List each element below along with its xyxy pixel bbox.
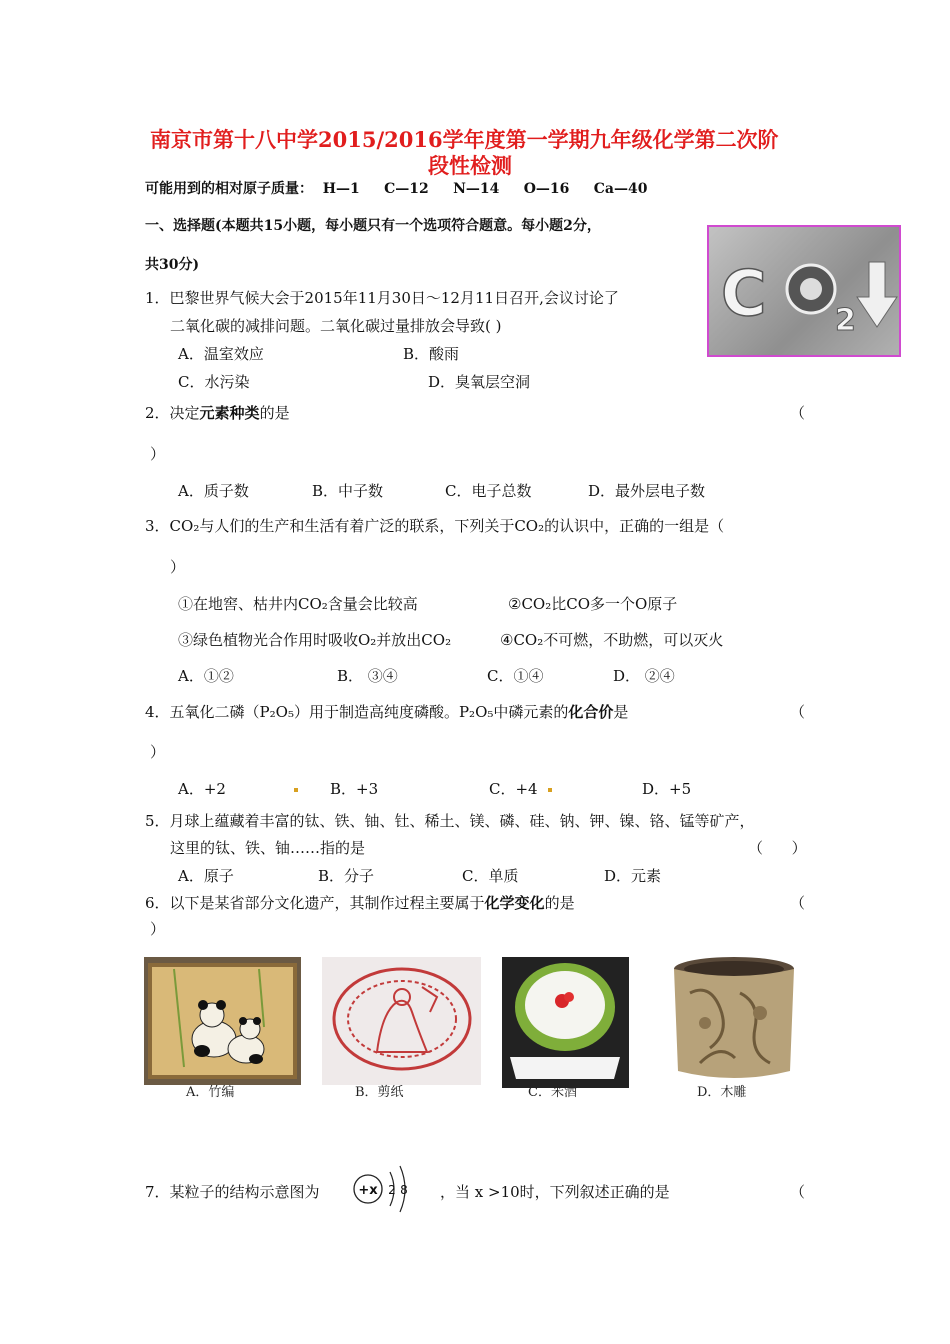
- q4-stem: [145, 701, 628, 722]
- q2-stem-post: 的是: [259, 404, 290, 422]
- svg-text:2: 2: [835, 303, 856, 338]
- atom-structure-svg: [346, 1152, 420, 1226]
- q3-close-paren: ）: [170, 558, 186, 576]
- paper-cutting-image: [322, 957, 481, 1085]
- q5-stem-line1: 5．月球上蕴藏着丰富的钛、铁、铀、钍、稀土、镁、磷、硅、钠、钾、镍、铬、锰等矿产，: [145, 812, 755, 830]
- q1-option-a: A．温室效应: [178, 345, 264, 363]
- q3-option-b: B． ③④: [337, 667, 398, 685]
- q6-stem: [145, 892, 575, 913]
- q4-option-d: D．+5: [642, 780, 692, 798]
- q2-option-d: D．最外层电子数: [588, 482, 706, 500]
- q3-statement-1: ①在地窖、枯井内CO₂含量会比较高: [178, 595, 418, 613]
- section1-heading-line1: 一、选择题(本题共15小题，每小题只有一个选项符合题意。每小题2分，: [145, 218, 601, 234]
- q3-stem: 3．CO₂与人们的生产和生活有着广泛的联系，下列关于CO₂的认识中，正确的一组是（: [145, 517, 725, 535]
- panda-artwork: [144, 957, 301, 1085]
- q2-close-paren: ）: [150, 445, 166, 463]
- atom-structure-diagram: [346, 1152, 420, 1226]
- q1-stem-line1: 1．巴黎世界气候大会于2015年11月30日～12月11日召开,会议讨论了: [145, 289, 619, 307]
- q5-paren: （ ）: [748, 839, 807, 857]
- q2-stem-pre: 2．决定: [145, 404, 200, 422]
- q5-stem-line2: 这里的钛、铁、铀……指的是: [170, 839, 366, 857]
- q3-statement-3: ③绿色植物光合作用时吸收O₂并放出CO₂: [178, 631, 452, 649]
- q4-close-paren: ）: [150, 743, 166, 761]
- q7-open-paren: （: [790, 1183, 806, 1201]
- q4-option-a: A．+2: [178, 780, 226, 798]
- q1-option-d: D．臭氧层空洞: [428, 373, 531, 391]
- q4-option-b: B．+3: [330, 780, 379, 798]
- q6-stem-post: 的是: [544, 894, 575, 912]
- decorative-dot: [294, 788, 298, 792]
- q6-stem-bold: 化学变化: [484, 894, 545, 912]
- q2-stem-bold: 元素种类: [199, 404, 260, 422]
- atomic-masses: 可能用到的相对原子质量： H—1 C—12 N—14 O—16 Ca—40: [145, 181, 648, 197]
- q6-open-paren: （: [790, 894, 806, 912]
- co2-image: [707, 225, 901, 357]
- section1-heading-line2: 共30分): [145, 257, 200, 273]
- q2-option-a: A．质子数: [178, 482, 249, 500]
- q1-stem-line2: 二氧化碳的减排问题。二氧化碳过量排放会导致( ): [170, 317, 502, 335]
- q2-option-b: B．中子数: [312, 482, 384, 500]
- wood-carving-artwork: [660, 953, 808, 1085]
- q6-close-paren: ）: [150, 920, 166, 938]
- q4-stem-post: 是: [613, 703, 629, 721]
- atom-nucleus-label: +x: [358, 1183, 378, 1198]
- q7-stem-pre: 7．某粒子的结构示意图为: [145, 1183, 320, 1201]
- rice-wine-artwork: [502, 957, 629, 1088]
- q3-statement-2: ②CO₂比CO多一个O原子: [508, 595, 678, 613]
- q6-option-d: D．木雕: [697, 1085, 747, 1100]
- q4-option-c: C．+4: [489, 780, 538, 798]
- q3-statement-4: ④CO₂不可燃，不助燃，可以灭火: [500, 631, 724, 649]
- q4-stem-pre: 4．五氧化二磷（P₂O₅）用于制造高纯度磷酸。P₂O₅中磷元素的: [145, 703, 569, 721]
- q2-open-paren: （: [790, 404, 806, 422]
- q6-option-c: C．米酒: [528, 1085, 577, 1100]
- atom-shell1-count: 2: [388, 1183, 396, 1197]
- q2-stem: [145, 402, 290, 423]
- q6-option-b: B．剪纸: [355, 1085, 404, 1100]
- rice-wine-image: [502, 957, 629, 1088]
- wood-carving-image: [660, 953, 808, 1085]
- q1-option-b: B．酸雨: [403, 345, 460, 363]
- q5-option-d: D．元素: [604, 867, 662, 885]
- q5-option-c: C．单质: [462, 867, 519, 885]
- q3-option-c: C．①④: [487, 667, 544, 685]
- decorative-dot: [548, 788, 552, 792]
- bamboo-weaving-image: [144, 957, 301, 1085]
- q5-option-a: A．原子: [178, 867, 234, 885]
- co2-graphic: [709, 227, 899, 355]
- q6-stem-pre: 6．以下是某省部分文化遗产，其制作过程主要属于: [145, 894, 485, 912]
- svg-text:C: C: [721, 257, 767, 330]
- q3-option-a: A．①②: [178, 667, 234, 685]
- q3-option-d: D． ②④: [613, 667, 675, 685]
- atom-shell2-count: 8: [400, 1183, 408, 1197]
- q5-option-b: B．分子: [318, 867, 375, 885]
- papercut-artwork: [322, 957, 481, 1085]
- q4-stem-bold: 化合价: [568, 703, 614, 721]
- page-title-line2: 段性检测: [428, 153, 512, 178]
- page-title-line1: 南京市第十八中学2015/2016学年度第一学期九年级化学第二次阶: [150, 127, 779, 152]
- q4-open-paren: （: [790, 703, 806, 721]
- q6-option-a: A．竹编: [186, 1085, 235, 1100]
- q7-stem-post: ，当 x >10时，下列叙述正确的是: [440, 1183, 670, 1201]
- q1-option-c: C．水污染: [178, 373, 250, 391]
- q2-option-c: C．电子总数: [445, 482, 532, 500]
